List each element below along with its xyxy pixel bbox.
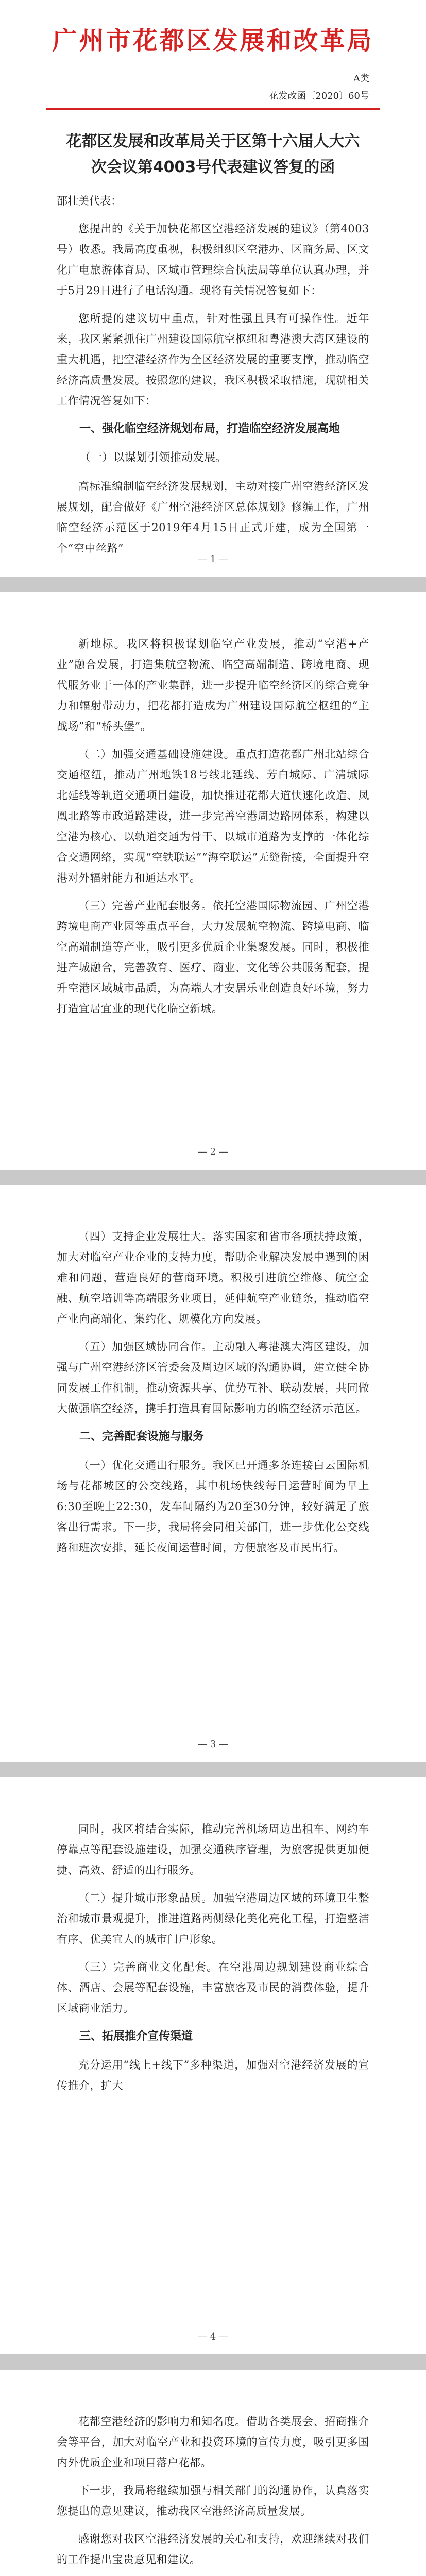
grade-label: A类 <box>353 73 369 84</box>
page-gap <box>0 577 426 592</box>
salutation: 邵壮美代表： <box>57 195 122 207</box>
agency-header: 广州市花都区发展和改革局 <box>52 26 374 55</box>
page-1-body <box>57 191 369 566</box>
section-heading: 二、完善配套设施与服务 <box>79 1430 205 1443</box>
page-4-body <box>57 1819 369 2103</box>
paragraph: （五）加强区域协同合作。主动融入粤港澳大湾区建设，加强与广州空港经济区管委会及周边区域的沟通协调，建立健全协同发展工作机制，推动资源共享、优势互补、联动发展，共同做大做强临空经济，携手打造具有国际影响力的临空经济示范区。 <box>57 1341 369 1415</box>
section-heading: 一、强化临空经济规划布局，打造临空经济发展高地 <box>79 422 340 435</box>
paragraph: （二）提升城市形象品质。加强空港周边区域的环境卫生整治和城市景观提升，推进道路两侧绿化美化亮化工程，打造整洁有序、优美宜人的城市门户形象。 <box>57 1892 369 1945</box>
page-number: — 1 — <box>198 554 228 565</box>
page-gap <box>0 1170 426 1185</box>
page-2-body <box>57 634 369 1026</box>
paragraph: 高标准编制临空经济发展规划，主动对接广州空港经济区发展规划，配合做好《广州空港经济区总体规划》修编工作，广州临空经济示范区于2019年4月15日正式开建，成为全国第一个“空中丝路” <box>57 480 369 554</box>
paragraph: （一）优化交通出行服务。我区已开通多条连接白云国际机场与花都城区的公交线路，其中机场快线每日运营时间为早上6:30至晚上22:30，发车间隔约为20至30分钟，较好满足了旅客出行需求。下一步，我局将会同相关部门，进一步优化公交线路和班次安排，延长夜间运营时间，方便旅客及市民出行。 <box>57 1459 369 1554</box>
document-number: 花发改函〔2020〕60号 <box>269 91 369 101</box>
paragraph: 同时，我区将结合实际，推动完善机场周边出租车、网约车停靠点等配套设施建设，加强交通秩序管理，为旅客提供更加便捷、高效、舒适的出行服务。 <box>57 1823 369 1876</box>
paragraph: （二）加强交通基础设施建设。重点打造花都广州北站综合交通枢纽，推动广州地铁18号线北延线、芳白城际、广清城际北延线等轨道交通项目建设，加快推进花都大道快速化改造、凤凰北路等市政道路建设，进一步完善空港周边路网体系，构建以空港为核心、以轨道交通为骨干、以城市道路为支撑的一体化综合交通网络，实现“空铁联运”“海空联运”无缝衔接，全面提升空港对外辐射能力和通达水平。 <box>57 748 369 884</box>
page-gap <box>0 2354 426 2370</box>
paragraph: 花都空港经济的影响力和知名度。借助各类展会、招商推介会等平台，加大对临空产业和投资环境的宣传力度，吸引更多国内外优质企业和项目落户花都。 <box>57 2415 369 2469</box>
paragraph: 您所提的建议切中重点，针对性强且具有可操作性。近年来，我区紧紧抓住广州建设国际航空枢纽和粤港澳大湾区建设的重大机遇，把空港经济作为全区经济发展的重要支撑，推动临空经济高质量发展。按照您的建议，我区积极采取措施，现就相关工作情况答复如下： <box>57 312 369 407</box>
paragraph: 下一步，我局将继续加强与相关部门的沟通协作，认真落实您提出的意见建议，推动我区空港经济高质量发展。 <box>57 2484 369 2517</box>
document-title: 花都区发展和改革局关于区第十六届人大六次会议第4003号代表建议答复的函 <box>66 132 360 176</box>
paragraph: （四）支持企业发展壮大。落实国家和省市各项扶持政策，加大对临空产业企业的支持力度，帮助企业解决发展中遇到的困难和问题，营造良好的营商环境。积极引进航空维修、航空金融、航空培训等高端服务业项目，延伸航空产业链条，推动临空产业向高端化、集约化、规模化方向发展。 <box>57 1230 369 1325</box>
page-5 <box>0 2370 426 2576</box>
paragraph: （三）完善产业配套服务。依托空港国际物流园、广州空港跨境电商产业园等重点平台，大力发展航空物流、跨境电商、临空高端制造等产业，吸引更多优质企业集聚发展。同时，积极推进产城融合，完善教育、医疗、商业、文化等公共服务配套，提升空港区域城市品质，为高端人才安居乐业创造良好环境，努力打造宜居宜业的现代化临空新城。 <box>57 900 369 1015</box>
subsection-heading: （一）以谋划引领推动发展。 <box>79 451 227 464</box>
page-1 <box>0 0 426 577</box>
page-number: — 2 — <box>198 1146 228 1157</box>
page-4 <box>0 1777 426 2354</box>
paragraph: 充分运用“线上+线下”多种渠道，加强对空港经济发展的宣传推介，扩大 <box>57 2059 369 2092</box>
paragraph: 新地标。我区将积极谋划临空产业发展，推动“空港+产业”融合发展，打造集航空物流、临空高端制造、跨境电商、现代服务业于一体的产业集群，进一步提升临空经济区的综合竞争力和辐射带动力，把花都打造成为广州建设国际航空枢纽的“主战场”和“桥头堡”。 <box>57 638 369 733</box>
page-3-body <box>57 1226 369 1565</box>
page-number: — 4 — <box>198 2331 228 2342</box>
page-number: — 3 — <box>198 1739 228 1750</box>
page-3 <box>0 1185 426 1762</box>
red-divider <box>46 108 380 110</box>
page-gap <box>0 1762 426 1777</box>
paragraph: （三）完善商业文化配套。在空港周边规划建设商业综合体、酒店、会展等配套设施，丰富旅客及市民的消费体验，提升区域商业活力。 <box>57 1961 369 2014</box>
page-5-body <box>57 2411 369 2576</box>
paragraph: 感谢您对我区空港经济发展的关心和支持，欢迎继续对我们的工作提出宝贵意见和建议。 <box>57 2533 369 2566</box>
page-2 <box>0 592 426 1170</box>
paragraph: 您提出的《关于加快花都区空港经济发展的建议》（第4003号）收悉。我局高度重视，积极组织区空港办、区商务局、区文化广电旅游体育局、区城市管理综合执法局等单位认真办理，并于5月29日进行了电话沟通。现将有关情况答复如下： <box>57 223 369 297</box>
section-heading: 三、拓展推介宣传渠道 <box>79 2030 193 2043</box>
